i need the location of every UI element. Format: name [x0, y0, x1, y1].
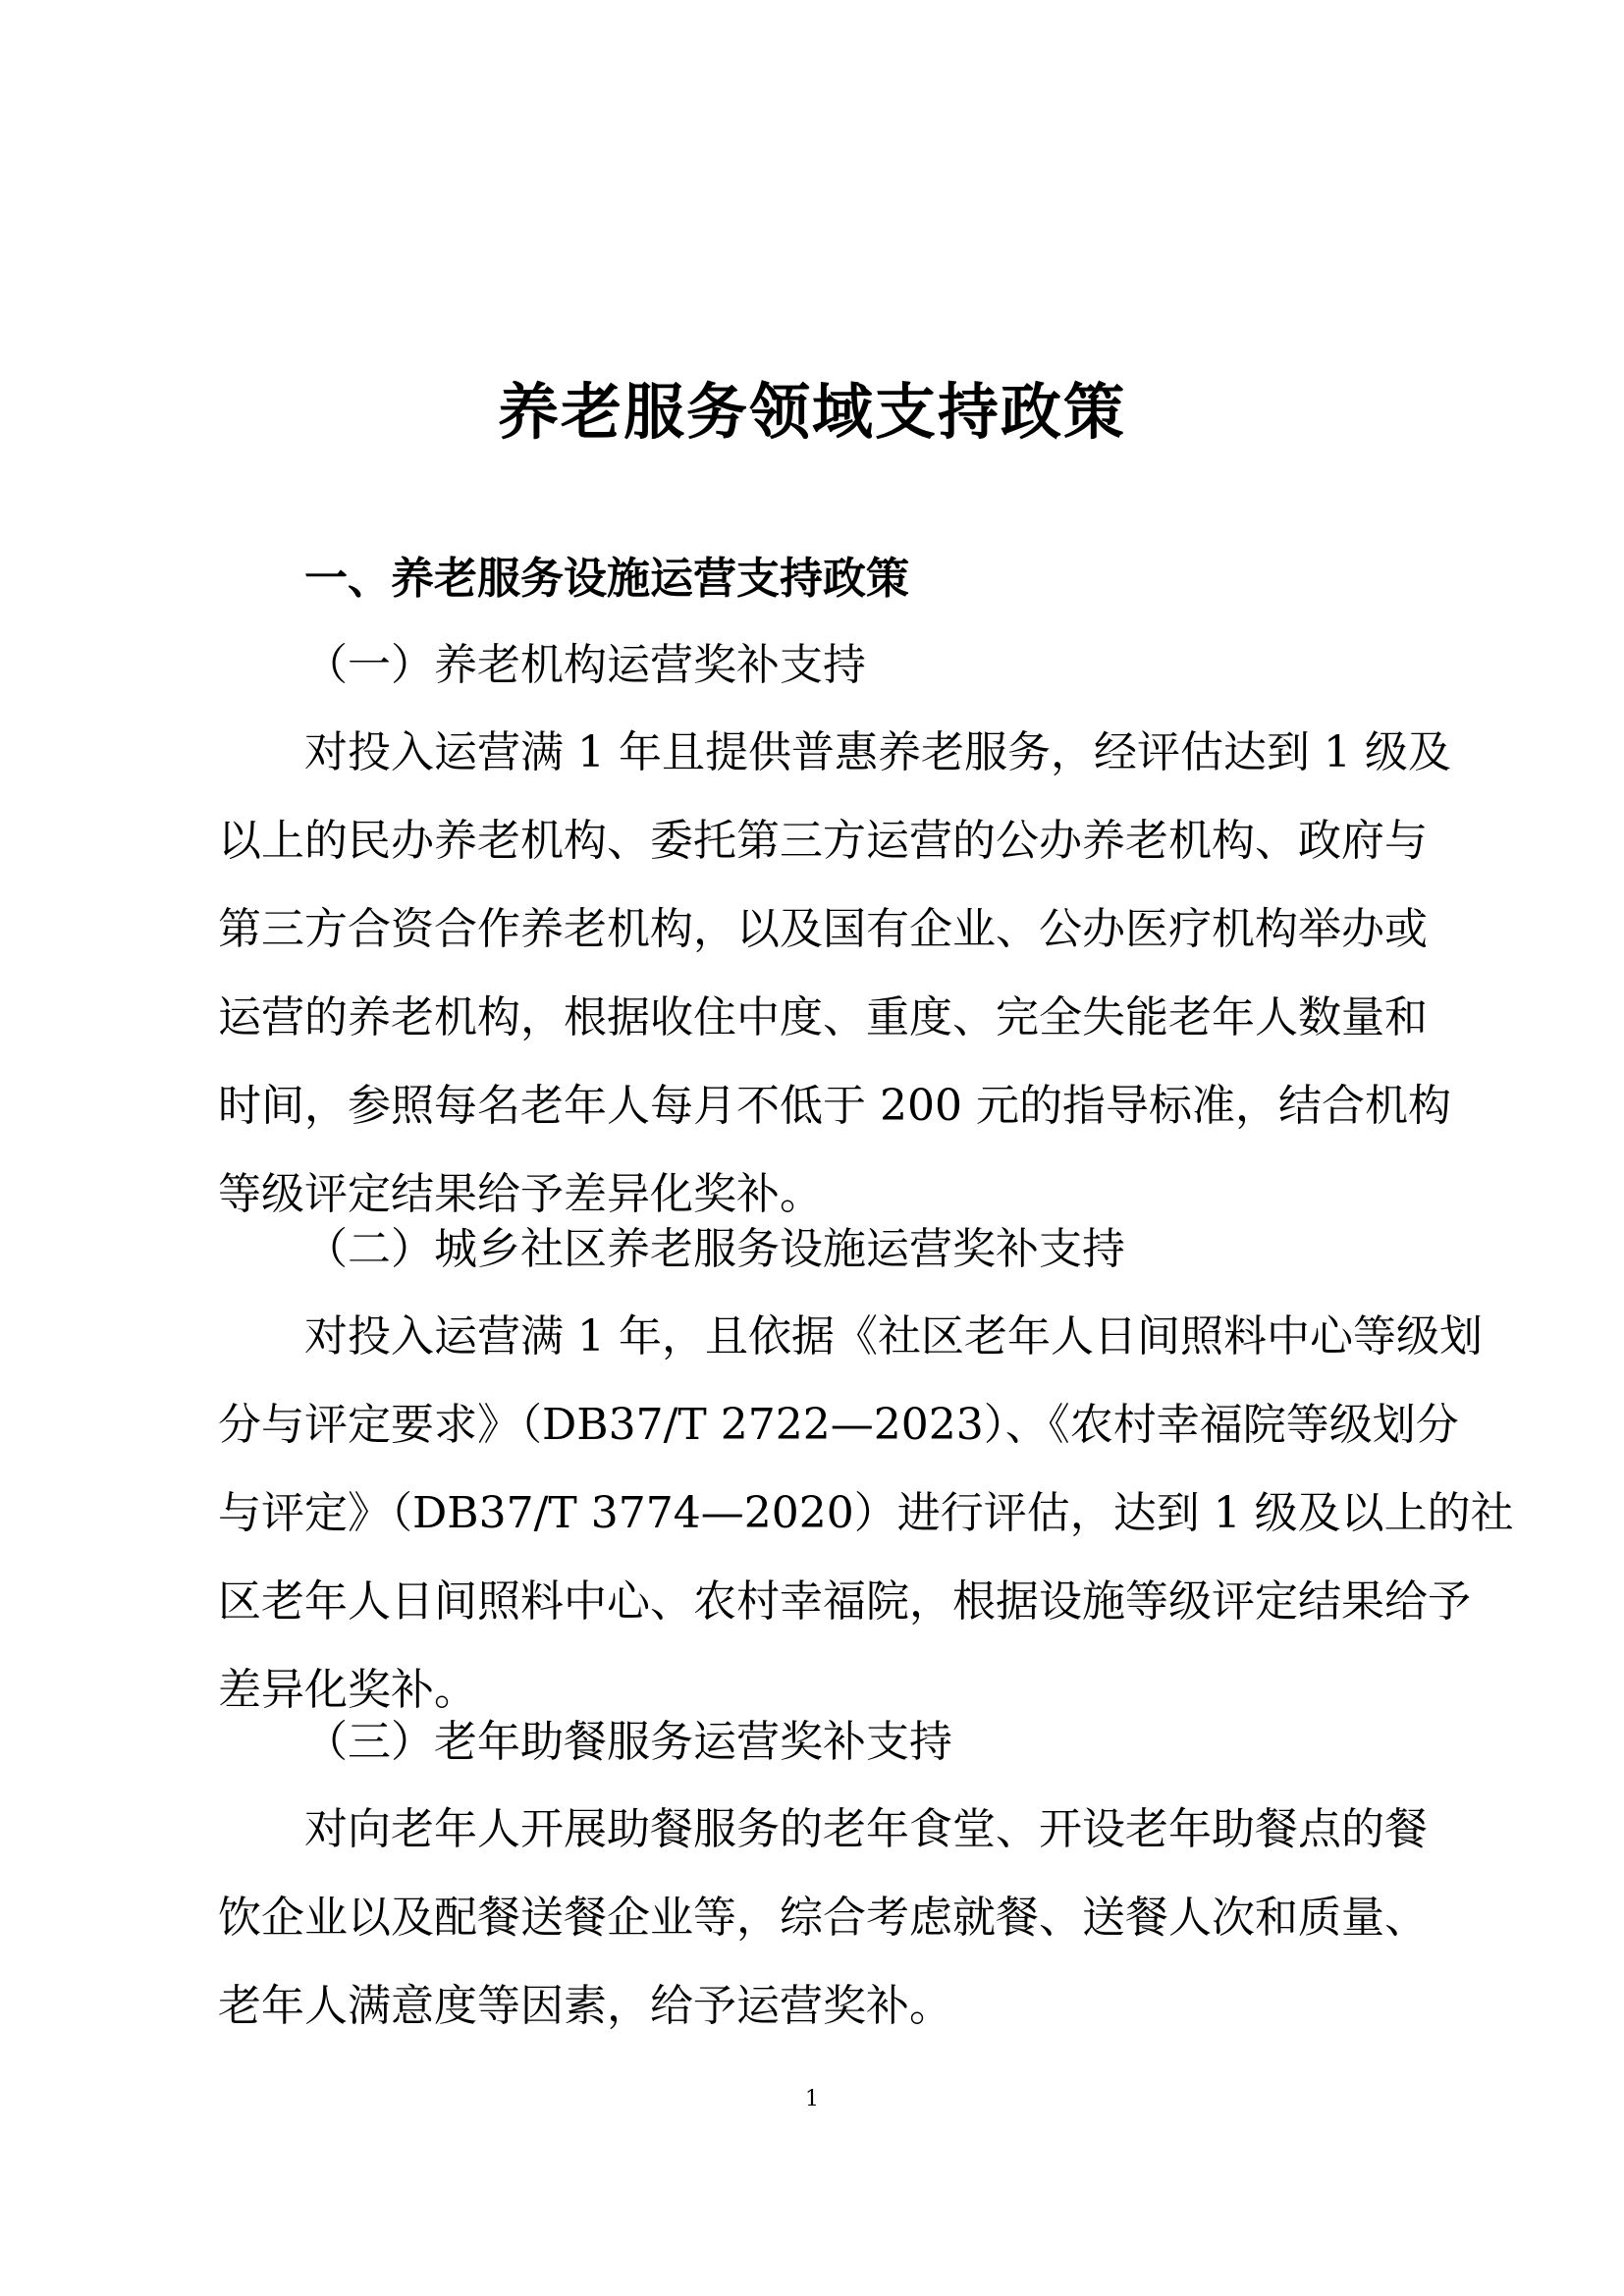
paragraph-line: 差异化奖补。	[218, 1665, 477, 1715]
section-heading: 一、养老服务设施运营支持政策	[304, 554, 909, 604]
subsection-paragraph-2	[218, 1293, 1514, 1735]
paragraph-line: 对向老年人开展助餐服务的老年食堂、开设老年助餐点的餐	[304, 1804, 1428, 1854]
paragraph-line: 第三方合资合作养老机构，以及国有企业、公办医疗机构举办或	[218, 904, 1428, 954]
subsection-heading-3: （三）老年助餐服务运营奖补支持	[304, 1717, 952, 1767]
paragraph-line: 与评定》（DB37/T 3774—2020）进行评估，达到 1 级及以上的社	[218, 1488, 1514, 1538]
paragraph-line: 对投入运营满 1 年且提供普惠养老服务，经评估达到 1 级及	[304, 727, 1451, 777]
subsection-paragraph-1	[218, 709, 1451, 1239]
subsection-heading-1: （一）养老机构运营奖补支持	[304, 640, 866, 690]
paragraph-line: 运营的养老机构，根据收住中度、重度、完全失能老年人数量和	[218, 992, 1428, 1042]
subsection-heading-2: （二）城乡社区养老服务设施运营奖补支持	[304, 1224, 1125, 1274]
paragraph-line: 以上的民办养老机构、委托第三方运营的公办养老机构、政府与	[218, 816, 1428, 866]
document-title: 养老服务领域支持政策	[497, 376, 1126, 448]
paragraph-line: 饮企业以及配餐送餐企业等，综合考虑就餐、送餐人次和质量、	[218, 1893, 1428, 1943]
paragraph-line: 区老年人日间照料中心、农村幸福院，根据设施等级评定结果给予	[218, 1576, 1471, 1627]
page-number: 1	[805, 2087, 819, 2111]
paragraph-line: 分与评定要求》（DB37/T 2722—2023）、《农村幸福院等级划分	[218, 1400, 1459, 1450]
subsection-paragraph-3	[218, 1786, 1426, 2051]
paragraph-line: 时间，参照每名老年人每月不低于 200 元的指导标准，结合机构	[218, 1081, 1451, 1131]
paragraph-line: 等级评定结果给予差异化奖补。	[218, 1169, 823, 1219]
paragraph-line: 对投入运营满 1 年，且依据《社区老年人日间照料中心等级划	[304, 1311, 1483, 1362]
paragraph-line: 老年人满意度等因素，给予运营奖补。	[218, 1981, 952, 2031]
